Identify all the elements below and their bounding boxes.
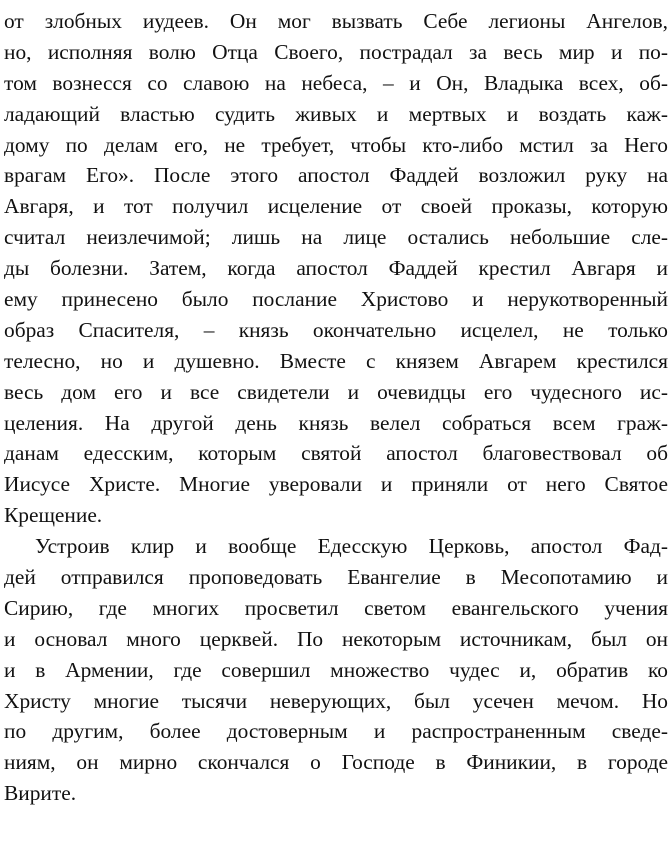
text-line: ды болезни. Затем, когда апостол Фаддей крестил Авгаря и <box>4 256 668 281</box>
text-line: телесно, но и душевно. Вместе с князем Авгарем крестился <box>4 348 668 373</box>
text-line: ему принесено было послание Христово и нерукотворенный <box>4 287 668 312</box>
text-line: ладающий властью судить живых и мертвых и воздать каж- <box>4 101 668 126</box>
paragraph-2 <box>4 531 668 809</box>
text-line: ниям, он мирно скончался о Господе в Финикии, в городе <box>4 750 668 775</box>
document-page <box>4 6 668 809</box>
paragraph-1 <box>4 6 668 531</box>
text-line: Иисусе Христе. Многие уверовали и приняли от него Святое <box>4 472 668 497</box>
text-line: Сирию, где многих просветил светом евангельского учения <box>4 595 668 620</box>
text-line: дому по делам его, не требует, чтобы кто-либо мстил за Него <box>4 132 668 157</box>
text-line: образ Спасителя, – князь окончательно исцелел, не только <box>4 317 668 342</box>
text-line: данам едесским, которым святой апостол благовествовал об <box>4 441 668 466</box>
text-line: но, исполняя волю Отца Своего, пострадал за весь мир и по- <box>4 39 668 64</box>
text-line: Устроив клир и вообще Едесскую Церковь, апостол Фад- <box>35 534 668 559</box>
text-line: том вознесся со славою на небеса, – и Он, Владыка всех, об- <box>4 70 668 95</box>
text-line: Вирите. <box>4 781 77 806</box>
text-line: и в Армении, где совершил множество чудес и, обратив ко <box>4 657 668 682</box>
text-line: от злобных иудеев. Он мог вызвать Себе легионы Ангелов, <box>4 9 668 33</box>
text-line: считал неизлечимой; лишь на лице остались небольшие сле- <box>4 225 668 250</box>
text-line: врагам Его». После этого апостол Фаддей возложил руку на <box>4 163 668 188</box>
text-line: целения. На другой день князь велел собраться всем граж- <box>4 410 668 435</box>
text-line: Крещение. <box>4 503 103 528</box>
text-line: Христу многие тысячи неверующих, был усечен мечом. Но <box>4 688 668 713</box>
text-line: по другим, более достоверным и распространенным сведе- <box>4 719 668 744</box>
text-line: и основал много церквей. По некоторым источникам, был он <box>4 626 668 651</box>
text-line: дей отправился проповедовать Евангелие в Месопотамию и <box>4 565 668 590</box>
text-line: весь дом его и все свидетели и очевидцы его чудесного ис- <box>4 379 668 404</box>
text-line: Авгаря, и тот получил исцеление от своей проказы, которую <box>4 194 668 219</box>
